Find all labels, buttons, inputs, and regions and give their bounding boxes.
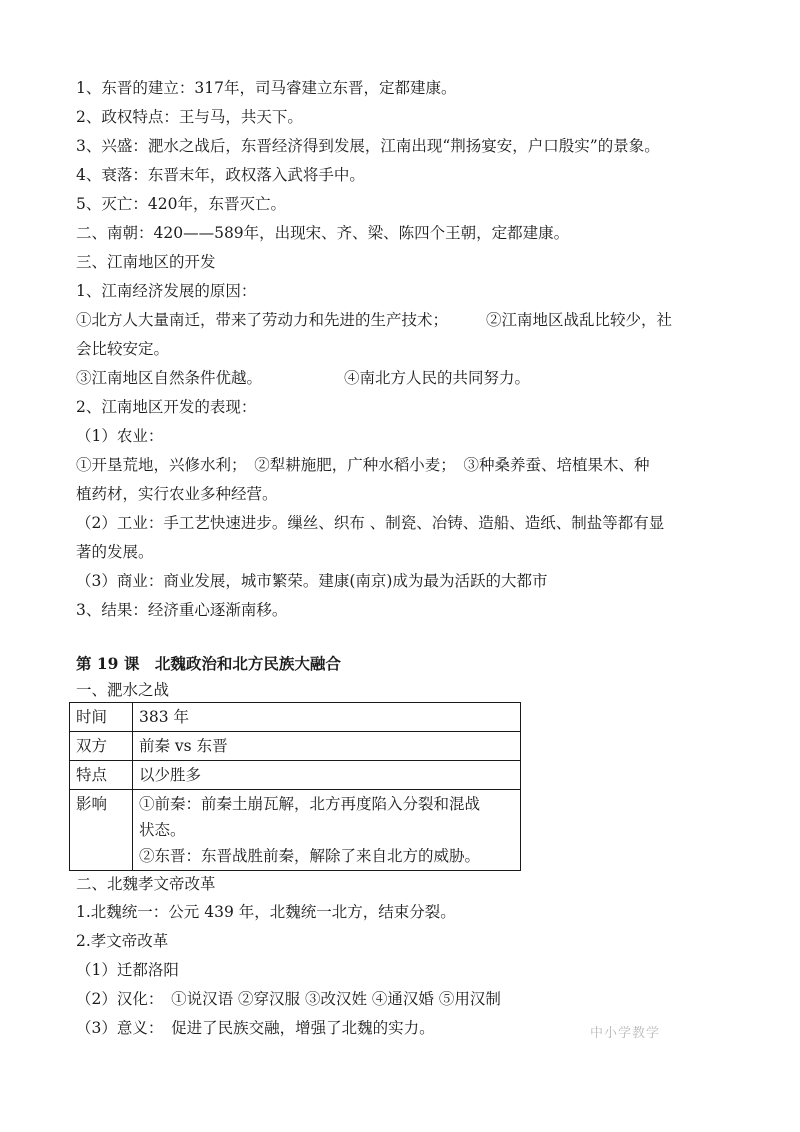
spacer	[76, 625, 736, 649]
lesson-heading: 第 19 课 北魏政治和北方民族大融合	[76, 654, 341, 673]
section-heading: 二、北魏孝文帝改革	[76, 875, 216, 893]
text-line: 植药材，实行农业多种经营。	[76, 485, 278, 503]
text-line: （3）意义： 促进了民族交融，增强了北魏的实力。	[76, 1019, 435, 1037]
text-line: 二、南朝：420——589年，出现宋、齐、梁、陈四个王朝，定都建康。	[76, 224, 570, 242]
watermark: 中小学教学	[590, 1026, 661, 1041]
table-key: 时间	[70, 703, 133, 732]
text-line: （2）汉化： ①说汉语 ②穿汉服 ③改汉姓 ④通汉婚 ⑤用汉制	[76, 990, 501, 1008]
table-key: 影响	[70, 790, 133, 871]
effect-line: ②东晋：东晋战胜前秦，解除了来自北方的威胁。	[139, 847, 481, 865]
text-line: 1、江南经济发展的原因：	[76, 282, 257, 300]
reason-line	[76, 364, 736, 393]
text-line: （1）迁都洛阳	[76, 961, 179, 979]
text-line: 3、结果：经济重心逐渐南移。	[76, 601, 288, 619]
table-row	[70, 732, 521, 761]
reason-1: ①北方人大量南迁，带来了劳动力和先进的生产技术；	[76, 311, 449, 329]
table-row	[70, 761, 521, 790]
table-value: 383 年	[133, 703, 521, 732]
section-heading: 三、江南地区的开发	[76, 253, 216, 271]
section-heading: 一、淝水之战	[76, 681, 170, 699]
table-key: 特点	[70, 761, 133, 790]
reason-2-cont: 会比较安定。	[76, 340, 170, 358]
reason-2: ②江南地区战乱比较少，社	[486, 311, 673, 329]
reason-line	[76, 306, 736, 335]
text-line: 著的发展。	[76, 543, 154, 561]
reason-3: ③江南地区自然条件优越。	[76, 369, 263, 387]
effect-line: 状态。	[139, 821, 186, 839]
text-line: 5、灭亡：420年，东晋灭亡。	[76, 195, 286, 213]
text-line: 3、兴盛：淝水之战后，东晋经济得到发展，江南出现“荆扬宴安，户口殷实”的景象。	[76, 137, 660, 155]
text-line: 1.北魏统一：公元 439 年，北魏统一北方，结束分裂。	[76, 903, 456, 921]
table-row	[70, 703, 521, 732]
table-value: 前秦 vs 东晋	[133, 732, 521, 761]
text-line: ①开垦荒地，兴修水利； ②犁耕施肥，广种水稻小麦； ③种桑养蚕、培植果木、种	[76, 456, 650, 474]
table-row	[70, 790, 521, 871]
table-value: 以少胜多	[133, 761, 521, 790]
text-line: 2、江南地区开发的表现：	[76, 398, 257, 416]
text-line: （3）商业：商业发展，城市繁荣。建康(南京)成为最为活跃的大都市	[76, 572, 548, 590]
text-line: （2）工业：手工艺快速进步。缫丝、织布 、制瓷、冶铸、造船、造纸、制盐等都有显	[76, 514, 665, 532]
effect-line: ①前秦：前秦土崩瓦解，北方再度陷入分裂和混战	[139, 795, 481, 813]
document-page	[76, 74, 736, 1043]
text-line: 4、衰落：东晋末年，政权落入武将手中。	[76, 166, 365, 184]
text-line: 1、东晋的建立：317年，司马睿建立东晋，定都建康。	[76, 79, 457, 97]
table-key: 双方	[70, 732, 133, 761]
reason-4: ④南北方人民的共同努力。	[344, 369, 531, 387]
text-line: 2、政权特点：王与马，共天下。	[76, 108, 303, 126]
text-line: （1）农业：	[76, 427, 164, 445]
battle-table	[69, 702, 521, 871]
table-value	[133, 790, 521, 871]
text-line: 2.孝文帝改革	[76, 932, 169, 950]
